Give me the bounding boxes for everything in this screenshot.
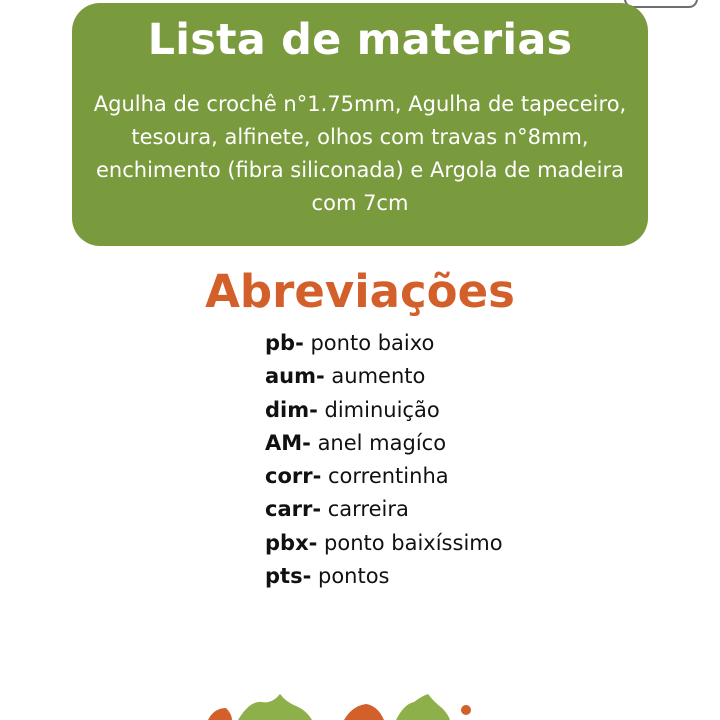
abbreviation-meaning: diminuição bbox=[324, 397, 440, 422]
cactus-border-icon bbox=[0, 690, 720, 720]
abbreviation-item bbox=[265, 327, 503, 360]
abbreviation-key: carr- bbox=[265, 497, 322, 522]
abbreviation-item bbox=[265, 527, 503, 560]
abbreviation-item bbox=[265, 493, 503, 526]
abbreviation-meaning: anel magíco bbox=[317, 430, 447, 455]
abbreviation-key: pb- bbox=[265, 331, 304, 355]
abbreviation-key: corr- bbox=[265, 464, 322, 489]
abbreviation-meaning: carreira bbox=[327, 497, 409, 522]
materials-title: Lista de materias bbox=[147, 15, 573, 65]
abbreviation-key: dim- bbox=[265, 397, 318, 422]
abbreviation-item bbox=[265, 460, 503, 493]
abbreviation-item bbox=[265, 394, 503, 427]
abbreviation-key: pts- bbox=[265, 564, 312, 589]
abbreviations-title: Abreviações bbox=[205, 265, 515, 318]
abbreviations-list bbox=[265, 327, 503, 593]
abbreviation-key: AM- bbox=[265, 430, 311, 455]
abbreviation-item bbox=[265, 560, 503, 593]
abbreviation-item bbox=[265, 427, 503, 460]
abbreviation-meaning: aumento bbox=[331, 364, 426, 389]
materials-card bbox=[72, 3, 648, 246]
abbreviation-item bbox=[265, 360, 503, 393]
abbreviation-meaning: ponto baixíssimo bbox=[324, 530, 503, 555]
abbreviation-key: pbx- bbox=[265, 530, 318, 555]
abbreviation-meaning: ponto baixo bbox=[310, 331, 435, 355]
abbreviation-key: aum- bbox=[265, 364, 325, 389]
abbreviation-meaning: pontos bbox=[317, 564, 390, 589]
abbreviation-meaning: correntinha bbox=[328, 464, 449, 489]
materials-description: Agulha de crochê n°1.75mm, Agulha de tapeceiro, tesoura, alfinete, olhos com travas n°8mm, enchimento (fibra siliconada) e Argola de madeira com 7cm bbox=[93, 92, 627, 215]
